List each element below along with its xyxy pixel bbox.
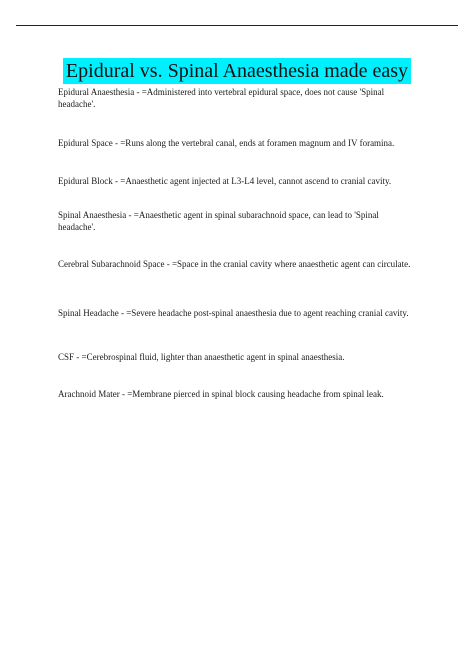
flashcard-entry [58, 308, 409, 320]
document-title: Epidural vs. Spinal Anaesthesia made easy [63, 58, 411, 84]
entry-term: Epidural Anaesthesia [58, 87, 135, 97]
entry-term: Cerebral Subarachnoid Space [58, 259, 165, 269]
flashcard-entry [58, 87, 418, 110]
entry-separator: - [112, 138, 121, 148]
entry-term: Arachnoid Mater [58, 389, 120, 399]
entry-definition: =Administered into vertebral epidural space, does not cause 'Spinal headache'. [58, 87, 385, 109]
entry-definition: =Space in the cranial cavity where anaesthetic agent can circulate. [171, 259, 411, 269]
entry-separator: - [126, 210, 134, 220]
entry-definition: =Anaesthetic agent injected at L3-L4 level, cannot ascend to cranial cavity. [120, 176, 392, 186]
entry-separator: - [119, 389, 128, 399]
entry-separator: - [134, 87, 142, 97]
flashcard-entry [58, 210, 418, 233]
flashcard-entry [58, 176, 391, 188]
entry-definition: =Anaesthetic agent in spinal subarachnoid space, can lead to 'Spinal headache'. [58, 210, 379, 232]
entry-separator: - [112, 176, 121, 186]
entry-separator: - [164, 259, 172, 269]
entry-term: Spinal Headache [58, 308, 119, 318]
entry-separator: - [118, 308, 127, 318]
flashcard-entry [58, 259, 410, 271]
flashcard-entry [58, 352, 345, 364]
entry-term: Epidural Space [58, 138, 113, 148]
header-rule [16, 25, 458, 26]
entry-definition: =Cerebrospinal fluid, lighter than anaesthetic agent in spinal anaesthesia. [81, 352, 345, 362]
entry-definition: =Runs along the vertebral canal, ends at foramen magnum and IV foramina. [120, 138, 395, 148]
entry-definition: =Membrane pierced in spinal block causing headache from spinal leak. [127, 389, 384, 399]
entry-separator: - [74, 352, 82, 362]
title-container [0, 58, 474, 84]
entry-term: CSF [58, 352, 75, 362]
flashcard-entry [58, 389, 384, 401]
entry-term: Epidural Block [58, 176, 113, 186]
entry-definition: =Severe headache post-spinal anaesthesia due to agent reaching cranial cavity. [126, 308, 409, 318]
flashcard-entry [58, 138, 394, 150]
entry-term: Spinal Anaesthesia [58, 210, 127, 220]
